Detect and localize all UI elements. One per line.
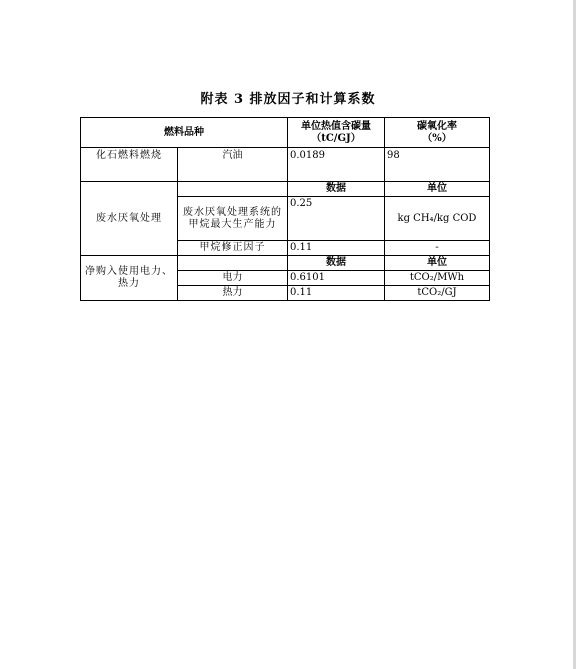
wastewater-subheader-blank [178,182,288,197]
purchased-subheader-blank [178,256,288,271]
purchased-category: 净购入使用电力、热力 [81,256,178,301]
heat-unit: tCO₂/GJ [385,286,490,301]
purchased-col-data: 数据 [288,256,385,271]
wastewater-correction-value: 0.11 [288,241,385,256]
header-oxidation-line2: （%） [422,132,452,144]
fossil-row [81,148,490,182]
wastewater-max-capacity-unit: kg CH₄/kg COD [385,197,490,241]
electricity-value: 0.6101 [288,271,385,286]
fossil-oxidation-value: 98 [385,148,490,182]
header-carbon-per-heat [288,118,385,148]
emission-factors-table [80,117,490,301]
heat-value: 0.11 [288,286,385,301]
wastewater-max-capacity-value: 0.25 [288,197,385,241]
wastewater-subheader-row [81,182,490,197]
electricity-unit: tCO₂/MWh [385,271,490,286]
header-fuel-type: 燃料品种 [81,118,288,148]
fossil-carbon-value: 0.0189 [288,148,385,182]
wastewater-correction-label: 甲烷修正因子 [178,241,288,256]
purchased-subheader-row [81,256,490,271]
fossil-item: 汽油 [178,148,288,182]
electricity-label: 电力 [178,271,288,286]
header-carbon-line1: 单位热值含碳量 [301,120,371,132]
wastewater-col-data: 数据 [288,182,385,197]
wastewater-max-capacity-label: 废水厌氧处理系统的甲烷最大生产能力 [178,197,288,241]
wastewater-category: 废水厌氧处理 [81,182,178,256]
heat-label: 热力 [178,286,288,301]
wastewater-col-unit: 单位 [385,182,490,197]
header-oxidation-line1: 碳氧化率 [417,120,457,132]
table-title: 附表 3 排放因子和计算系数 [200,92,376,107]
purchased-col-unit: 单位 [385,256,490,271]
fossil-category: 化石燃料燃烧 [81,148,178,182]
header-oxidation-rate [385,118,490,148]
header-row [81,118,490,148]
header-carbon-line2: （tC/GJ） [311,132,361,144]
wastewater-correction-unit: - [385,241,490,256]
